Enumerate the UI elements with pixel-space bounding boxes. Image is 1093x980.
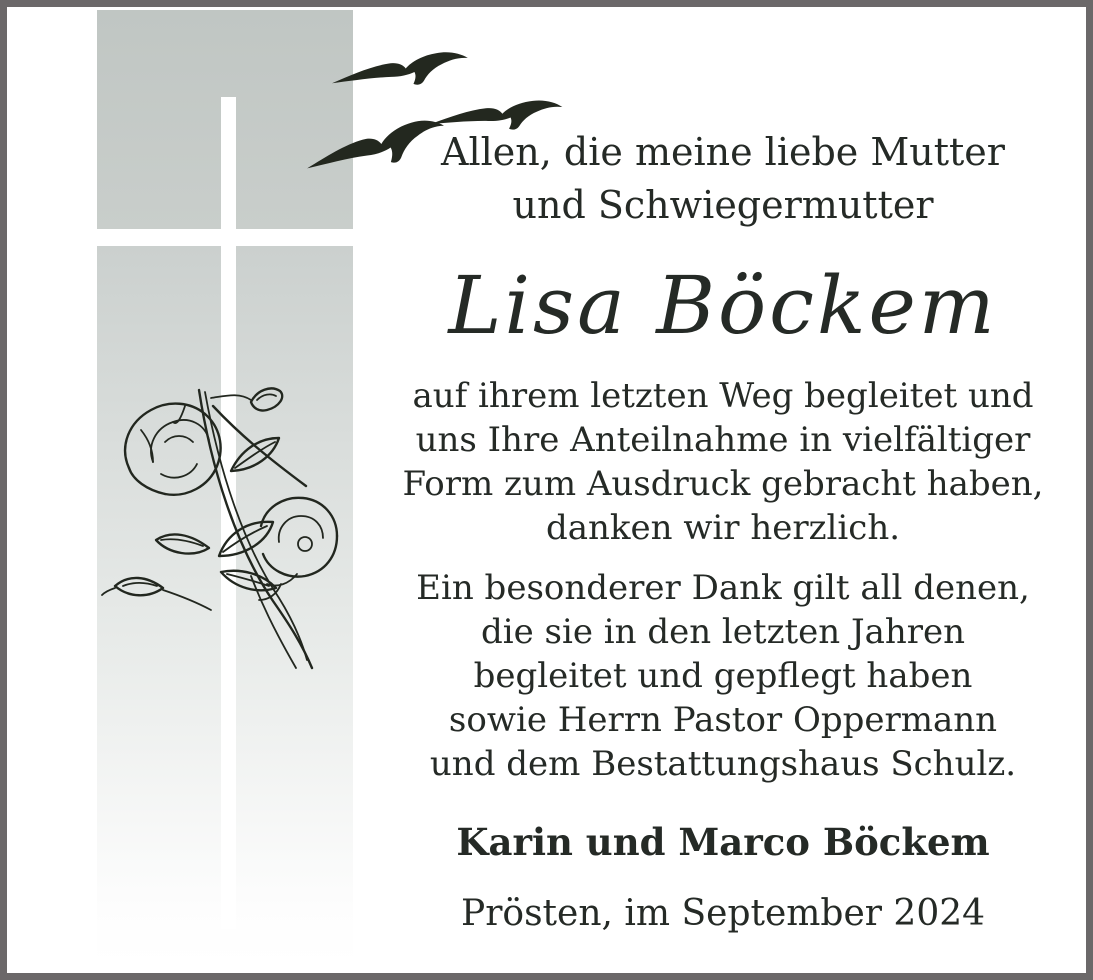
paragraph-line: danken wir herzlich. <box>545 508 901 548</box>
rose-sketch-icon <box>101 376 349 676</box>
thanks-paragraph <box>353 374 1093 550</box>
paragraph-line: und dem Bestattungshaus Schulz. <box>429 744 1017 784</box>
deceased-name: Lisa Böckem <box>448 259 998 352</box>
notice-text-column <box>353 0 1093 980</box>
intro-line: Allen, die meine liebe Mutter <box>441 130 1005 174</box>
paragraph-line: die sie in den letzten Jahren <box>480 612 966 652</box>
intro-line: und Schwiegermutter <box>512 183 934 227</box>
special-thanks-paragraph <box>353 566 1093 786</box>
paragraph-line: Form zum Ausdruck gebracht haben, <box>402 464 1044 504</box>
place-date-line: Prösten, im September 2024 <box>460 893 986 934</box>
paragraph-line: auf ihrem letzten Weg begleitet und <box>412 376 1034 416</box>
paragraph-line: begleitet und gepflegt haben <box>473 656 973 696</box>
paragraph-line: Ein besonderer Dank gilt all denen, <box>416 568 1030 608</box>
paragraph-line: sowie Herrn Pastor Oppermann <box>448 700 998 740</box>
mourners-signature: Karin und Marco Böckem <box>456 820 990 864</box>
paragraph-line: uns Ihre Anteilnahme in vielfältiger <box>415 420 1031 460</box>
intro-lines <box>353 126 1093 232</box>
